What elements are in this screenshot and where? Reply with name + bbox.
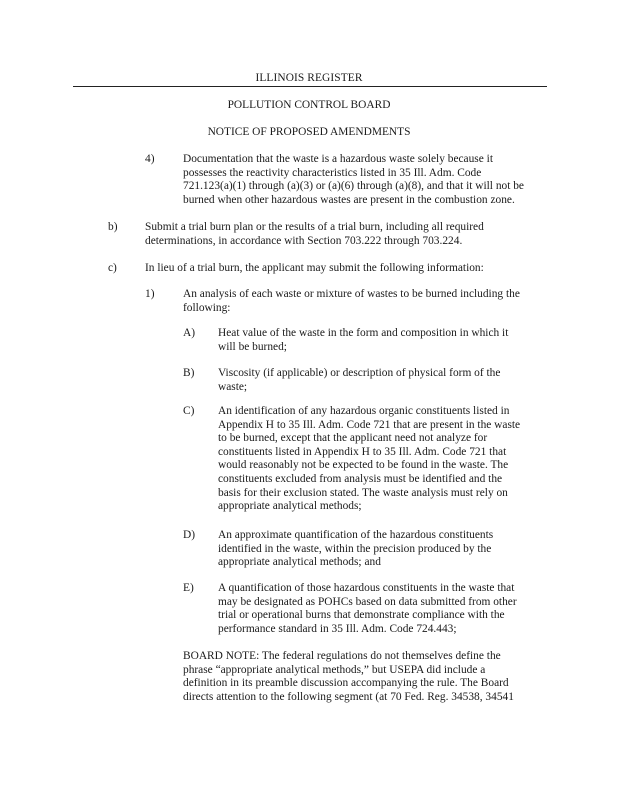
item-b-line: Submit a trial burn plan or the results of a trial burn, including all required [145,221,484,233]
item-E-line: may be designated as POHCs based on data submitted from other [218,595,517,608]
item-4-text [183,153,524,207]
item-C-line: constituents listed in Appendix H to 35 Ill. Adm. Code 721 that [218,445,507,458]
item-B-label: B) [183,367,195,379]
item-1-label: 1) [145,288,155,300]
item-D-line: identified in the waste, within the precision produced by the [218,542,492,555]
item-b-label: b) [108,221,118,233]
item-4-label: 4) [145,153,155,165]
item-C-line: constituents excluded from analysis must be identified and the [218,472,503,485]
item-D-line: appropriate analytical methods; and [218,556,381,569]
item-B-text [218,367,500,394]
item-4-line: Documentation that the waste is a hazardous waste solely because it [183,153,493,165]
item-C-text [218,405,520,514]
item-A-text [218,327,508,354]
item-C-line: to be burned, except that the applicant need not analyze for [218,432,488,445]
item-b-text [145,221,484,248]
item-A-line: Heat value of the waste in the form and composition in which it [218,327,509,339]
item-E-line: A quantification of those hazardous constituents in the waste that [218,582,515,594]
item-E-line: trial or operational burns that demonstrate compliance with the [218,609,505,622]
item-B-line: Viscosity (if applicable) or description of physical form of the [218,367,501,379]
board-note-line: phrase “appropriate analytical methods,” but USEPA did include a [183,663,486,676]
item-1-line: following: [183,301,231,314]
item-c-line: In lieu of a trial burn, the applicant may submit the following information: [145,262,484,274]
item-C-line: appropriate analytical methods; [218,500,362,513]
item-A-line: will be burned; [218,340,287,353]
item-D-text [218,529,493,570]
board-note [183,650,514,704]
board-note-line: definition in its preamble discussion accompanying the rule. The Board [183,677,509,690]
header-rule [73,86,547,87]
notice-title: NOTICE OF PROPOSED AMENDMENTS [207,126,411,138]
item-C-line: An identification of any hazardous organic constituents listed in [218,405,510,417]
item-b-line: determinations, in accordance with Section 703.222 through 703.224. [145,234,463,247]
item-B-line: waste; [218,380,248,393]
item-C-label: C) [183,405,195,417]
item-C-line: would reasonably not be expected to be found in the waste. The [218,459,509,472]
item-E-line: performance standard in 35 Ill. Adm. Code 724.443; [218,622,457,635]
item-D-line: An approximate quantification of the hazardous constituents [218,529,494,541]
item-c-label: c) [108,262,117,274]
item-c-text [145,262,484,276]
register-title: ILLINOIS REGISTER [255,72,363,84]
item-C-line: Appendix H to 35 Ill. Adm. Code 721 that are present in the waste [218,418,521,431]
board-title: POLLUTION CONTROL BOARD [227,99,391,111]
item-4-line: 721.123(a)(1) through (a)(3) or (a)(6) through (a)(8), and that it will not be [183,180,524,193]
item-D-label: D) [183,529,196,541]
item-A-label: A) [183,327,196,339]
item-1-line: An analysis of each waste or mixture of wastes to be burned including the [183,288,520,300]
item-E-label: E) [183,582,194,594]
item-4-line: possesses the reactivity characteristics listed in 35 Ill. Adm. Code [183,166,482,179]
board-note-line: BOARD NOTE: The federal regulations do not themselves define the [183,650,501,662]
item-4-line: burned when other hazardous wastes are present in the combustion zone. [183,193,515,206]
board-note-line: directs attention to the following segment (at 70 Fed. Reg. 34538, 34541 [183,690,514,703]
item-E-text [218,582,517,636]
item-1-text [183,288,520,315]
item-C-line: basis for their exclusion stated. The waste analysis must rely on [218,486,508,499]
